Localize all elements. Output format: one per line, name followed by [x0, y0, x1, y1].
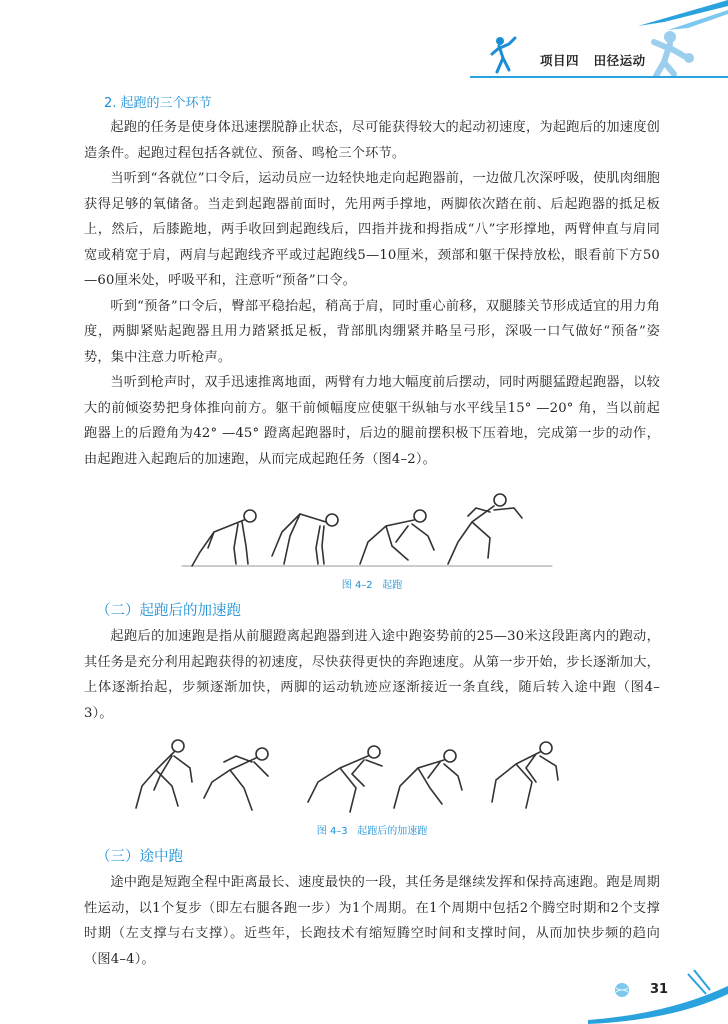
figure-start	[84, 486, 660, 591]
section-heading: （三）途中跑	[96, 849, 183, 865]
basketball-player-icon	[640, 30, 698, 78]
paragraph: 途中跑是短跑全程中距离最长、速度最快的一段，其任务是继续发挥和保持高速跑。跑是周期性运动，以1个复步（即左右腿各跑一步）为1个周期。在1个周期中包括2个腾空时期和2个支撑时期（左支撑与右支撑）。近些年，长跑技术有缩短腾空时间和支撑时间，从而加快步频的趋向（图4–4）。	[84, 875, 660, 967]
subsection-heading: 2. 起跑的三个环节	[104, 96, 212, 111]
page-number: 31	[650, 982, 669, 997]
chapter-title: 项目四 田径运动	[540, 53, 646, 68]
figure-caption: 图 4–3 起跑后的加速跑	[316, 826, 428, 837]
paragraph: 起跑的任务是使身体迅速摆脱静止状态，尽可能获得较大的起动初速度，为起跑后的加速度创造条件。起跑过程包括各就位、预备、鸣枪三个环节。	[84, 120, 660, 161]
badminton-player-icon	[489, 36, 519, 74]
header-rule	[470, 76, 728, 78]
ball-icon	[614, 982, 630, 998]
section-heading: （二）起跑后的加速跑	[96, 603, 241, 619]
paragraph: 起跑后的加速跑是指从前腿蹬离起跑器到进入途中跑姿势前的25—30米这段距离内的跑动，其任务是充分利用起跑获得的初速度，尽快获得更快的奔跑速度。从第一步开始，步长逐渐加大，上体逐渐抬起，步频逐渐加快，两脚的运动轨迹应逐渐接近一条直线，随后转入途中跑（图4–3）。	[84, 629, 660, 721]
page-header	[0, 0, 728, 90]
paragraph: 当听到枪声时，双手迅速推离地面，两臂有力地大幅度前后摆动，同时两腿猛蹬起跑器，以较大的前倾姿势把身体推向前方。躯干前倾幅度应使躯干纵轴与水平线呈15° —20° 角，当以前起跑器上的后蹬角为42° —45° 蹬离起跑器时，后边的腿前摆积极下压着地，完成第一步的动作，由起跑进入起跑后的加速跑，从而完成起跑任务（图4–2）。	[84, 375, 660, 467]
figure-acceleration	[84, 736, 660, 837]
paragraph: 听到“预备”口令后，臀部平稳抬起，稍高于肩，同时重心前移，双腿膝关节形成适宜的用力角度，两脚紧贴起跑器且用力踏紧抵足板，背部肌肉绷紧并略呈弓形，深吸一口气做好“预备”姿势，集中注意力听枪声。	[84, 298, 660, 365]
sprint-start-illustration	[172, 486, 572, 574]
acceleration-run-illustration	[112, 736, 632, 820]
figure-caption: 图 4–2 起跑	[341, 580, 403, 591]
page-content	[84, 86, 660, 972]
paragraph: 当听到“各就位”口令后，运动员应一边轻快地走向起跑器前，一边做几次深呼吸，使肌肉细胞获得足够的氧储备。当走到起跑器前面时，先用两手撑地，两脚依次踏在前、后起跑器的抵足板上，然后，后膝跪地，两手收回到起跑线后，四指并拢和拇指成“八”字形撑地，两臂伸直与肩同宽或稍宽于肩，两肩与起跑线齐平或过起跑线5—10厘米，颈部和躯干保持放松，眼看前下方50—60厘米处，呼吸平和，注意听“预备”口令。	[84, 171, 660, 288]
